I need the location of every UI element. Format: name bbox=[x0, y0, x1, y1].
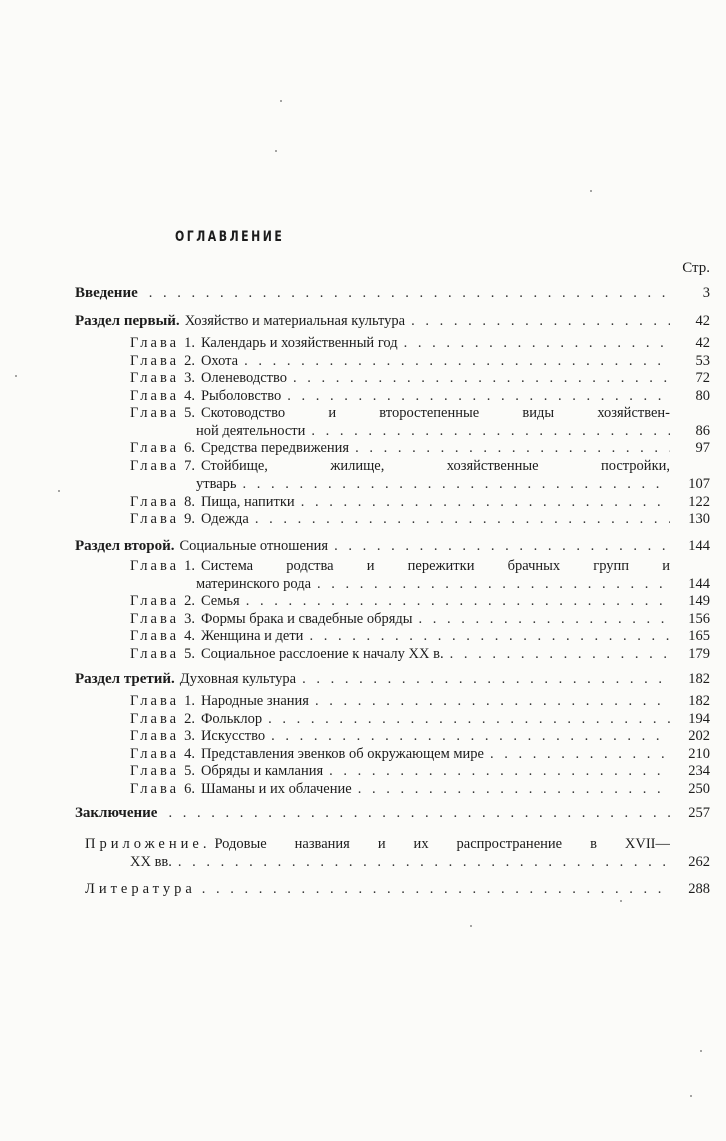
dot-leader bbox=[295, 494, 670, 510]
chapter-number: 1. bbox=[184, 335, 195, 351]
dot-leader bbox=[323, 763, 670, 779]
scan-speck bbox=[58, 490, 60, 492]
page-number: 156 bbox=[688, 611, 710, 627]
chapter-title: Формы брака и свадебные обряды bbox=[200, 611, 413, 627]
chapter-label: Глава bbox=[130, 646, 180, 662]
entry-label: Литература bbox=[85, 881, 196, 897]
chapter-label: Глава bbox=[130, 511, 180, 527]
page-number: 130 bbox=[688, 511, 710, 527]
page-number: 107 bbox=[688, 476, 710, 492]
chapter-entry bbox=[130, 370, 670, 386]
chapter-number: 4. bbox=[184, 746, 195, 762]
chapter-number: 5. bbox=[184, 763, 195, 779]
chapter-label: Глава bbox=[130, 370, 180, 386]
chapter-title: Семья bbox=[200, 593, 240, 609]
chapter-title: Фольклор bbox=[200, 711, 263, 727]
chapter-title: Пища, напитки bbox=[200, 494, 295, 510]
chapter-number: 4. bbox=[184, 628, 195, 644]
dot-leader bbox=[413, 611, 671, 627]
chapter-number: 2. bbox=[184, 711, 195, 727]
chapter-title: Социальное расслоение к началу XX в. bbox=[200, 646, 444, 662]
chapter-entry bbox=[130, 711, 670, 727]
chapter-number: 9. bbox=[184, 511, 195, 527]
page-number: 149 bbox=[688, 593, 710, 609]
chapter-title: Календарь и хозяйственный год bbox=[200, 335, 398, 351]
page-number: 72 bbox=[695, 370, 710, 386]
chapter-entry bbox=[130, 611, 670, 627]
chapter-number: 5. bbox=[184, 646, 195, 662]
chapter-title: Шаманы и их облачение bbox=[200, 781, 352, 797]
dot-leader bbox=[484, 746, 670, 762]
section-title: Хозяйство и материальная культура bbox=[184, 313, 406, 329]
appendix-title: Родовые названия и их распространение в XVII— bbox=[214, 836, 670, 852]
chapter-title: Народные знания bbox=[200, 693, 309, 709]
page-number: 80 bbox=[695, 388, 710, 404]
chapter-title: Обряды и камлания bbox=[200, 763, 324, 779]
toc-entry-intro bbox=[75, 285, 670, 301]
page-number: 257 bbox=[688, 805, 710, 821]
chapter-label: Глава bbox=[130, 353, 180, 369]
page-number: 42 bbox=[695, 313, 710, 329]
chapter-title: Средства передвижения bbox=[200, 440, 350, 456]
page-number: 144 bbox=[688, 538, 710, 554]
page-number: 202 bbox=[688, 728, 710, 744]
chapter-entry bbox=[130, 353, 670, 369]
chapter-label: Глава bbox=[130, 405, 180, 421]
page-number: 182 bbox=[688, 671, 710, 687]
chapter-entry bbox=[130, 746, 670, 762]
dot-leader bbox=[265, 728, 670, 744]
dot-leader bbox=[262, 711, 670, 727]
chapter-title: Одежда bbox=[200, 511, 249, 527]
chapter-number: 3. bbox=[184, 728, 195, 744]
dot-leader bbox=[349, 440, 670, 456]
page-column-label: Стр. bbox=[682, 260, 710, 276]
toc-heading: ОГЛАВЛЕНИЕ bbox=[175, 229, 285, 245]
section-label: Раздел третий. bbox=[75, 671, 175, 687]
chapter-entry bbox=[130, 405, 670, 421]
dot-leader bbox=[444, 646, 670, 662]
scan-speck bbox=[690, 1095, 692, 1097]
chapter-entry bbox=[130, 781, 670, 797]
chapter-title: Система родства и пережитки брачных групп и bbox=[200, 558, 670, 574]
toc-entry-literature bbox=[85, 881, 670, 897]
dot-leader bbox=[328, 538, 670, 554]
scan-speck bbox=[590, 190, 592, 192]
page-number: 288 bbox=[688, 881, 710, 897]
chapter-entry bbox=[130, 558, 670, 574]
page-number: 122 bbox=[688, 494, 710, 510]
appendix-title: XX вв. bbox=[130, 854, 172, 870]
chapter-entry bbox=[130, 511, 670, 527]
section-label: Раздел первый. bbox=[75, 313, 180, 329]
page-number: 250 bbox=[688, 781, 710, 797]
page-number: 42 bbox=[695, 335, 710, 351]
page-number: 234 bbox=[688, 763, 710, 779]
dot-leader bbox=[296, 671, 670, 687]
dot-leader bbox=[172, 854, 670, 870]
scan-speck bbox=[275, 150, 277, 152]
chapter-title: Представления эвенков об окружающем мире bbox=[200, 746, 484, 762]
chapter-number: 2. bbox=[184, 353, 195, 369]
chapter-number: 5. bbox=[184, 405, 195, 421]
chapter-title-line bbox=[196, 423, 670, 439]
chapter-entry bbox=[130, 388, 670, 404]
page-number: 210 bbox=[688, 746, 710, 762]
entry-label: Введение bbox=[75, 285, 138, 301]
dot-leader bbox=[143, 285, 670, 301]
dot-leader bbox=[249, 511, 670, 527]
dot-leader bbox=[240, 593, 670, 609]
chapter-number: 7. bbox=[184, 458, 195, 474]
chapter-label: Глава bbox=[130, 763, 180, 779]
chapter-number: 6. bbox=[184, 781, 195, 797]
toc-entry-appendix bbox=[85, 836, 670, 852]
chapter-number: 1. bbox=[184, 693, 195, 709]
toc-section bbox=[75, 671, 670, 687]
chapter-label: Глава bbox=[130, 781, 180, 797]
dot-leader bbox=[237, 476, 670, 492]
chapter-entry bbox=[130, 763, 670, 779]
dot-leader bbox=[398, 335, 670, 351]
chapter-title: Рыболовство bbox=[200, 388, 282, 404]
dot-leader bbox=[311, 576, 670, 592]
chapter-label: Глава bbox=[130, 728, 180, 744]
chapter-label: Глава bbox=[130, 628, 180, 644]
chapter-number: 2. bbox=[184, 593, 195, 609]
page-number: 182 bbox=[688, 693, 710, 709]
section-title: Духовная культура bbox=[179, 671, 297, 687]
chapter-number: 8. bbox=[184, 494, 195, 510]
toc-entry-appendix-cont bbox=[130, 854, 670, 870]
chapter-title: Оленеводство bbox=[200, 370, 288, 386]
chapter-label: Глава bbox=[130, 693, 180, 709]
toc-section bbox=[75, 313, 670, 329]
chapter-entry bbox=[130, 693, 670, 709]
chapter-entry bbox=[130, 728, 670, 744]
page-number: 86 bbox=[695, 423, 710, 439]
section-title: Социальные отношения bbox=[179, 538, 329, 554]
scan-speck bbox=[620, 900, 622, 902]
scan-speck bbox=[470, 925, 472, 927]
chapter-entry bbox=[130, 593, 670, 609]
chapter-label: Глава bbox=[130, 440, 180, 456]
dot-leader bbox=[305, 423, 670, 439]
chapter-number: 1. bbox=[184, 558, 195, 574]
scan-speck bbox=[700, 1050, 702, 1052]
page-number: 53 bbox=[695, 353, 710, 369]
chapter-title: Искусство bbox=[200, 728, 266, 744]
chapter-title: материнского рода bbox=[196, 576, 312, 592]
chapter-label: Глава bbox=[130, 593, 180, 609]
chapter-entry bbox=[130, 494, 670, 510]
dot-leader bbox=[303, 628, 670, 644]
scan-speck bbox=[280, 100, 282, 102]
chapter-title-line bbox=[196, 576, 670, 592]
chapter-label: Глава bbox=[130, 494, 180, 510]
scan-speck bbox=[15, 375, 17, 377]
chapter-label: Глава bbox=[130, 611, 180, 627]
chapter-title-line bbox=[196, 476, 670, 492]
dot-leader bbox=[162, 805, 670, 821]
page-number: 179 bbox=[688, 646, 710, 662]
chapter-title: утварь bbox=[196, 476, 237, 492]
chapter-entry bbox=[130, 646, 670, 662]
page-number: 194 bbox=[688, 711, 710, 727]
dot-leader bbox=[352, 781, 670, 797]
toc-section bbox=[75, 538, 670, 554]
chapter-label: Глава bbox=[130, 711, 180, 727]
chapter-label: Глава bbox=[130, 558, 180, 574]
page-number: 97 bbox=[695, 440, 710, 456]
chapter-label: Глава bbox=[130, 335, 180, 351]
chapter-title: ной деятельности bbox=[196, 423, 306, 439]
chapter-number: 6. bbox=[184, 440, 195, 456]
dot-leader bbox=[287, 370, 670, 386]
page-number: 144 bbox=[688, 576, 710, 592]
entry-label: Приложение. bbox=[85, 836, 211, 852]
chapter-entry bbox=[130, 335, 670, 351]
chapter-entry bbox=[130, 458, 670, 474]
section-label: Раздел второй. bbox=[75, 538, 175, 554]
chapter-number: 4. bbox=[184, 388, 195, 404]
toc-entry-conclusion bbox=[75, 805, 670, 821]
chapter-label: Глава bbox=[130, 388, 180, 404]
chapter-number: 3. bbox=[184, 370, 195, 386]
chapter-label: Глава bbox=[130, 746, 180, 762]
dot-leader bbox=[238, 353, 670, 369]
chapter-title: Стойбище, жилище, хозяйственные постройки, bbox=[200, 458, 670, 474]
page-number: 262 bbox=[688, 854, 710, 870]
chapter-entry bbox=[130, 628, 670, 644]
chapter-title: Охота bbox=[200, 353, 239, 369]
dot-leader bbox=[281, 388, 670, 404]
page-number: 165 bbox=[688, 628, 710, 644]
chapter-entry bbox=[130, 440, 670, 456]
dot-leader bbox=[309, 693, 670, 709]
chapter-title: Женщина и дети bbox=[200, 628, 304, 644]
dot-leader bbox=[405, 313, 670, 329]
entry-label: Заключение bbox=[75, 805, 158, 821]
dot-leader bbox=[196, 881, 670, 897]
chapter-number: 3. bbox=[184, 611, 195, 627]
page-number: 3 bbox=[702, 285, 710, 301]
chapter-title: Скотоводство и второстепенные виды хозяйствен- bbox=[200, 405, 670, 421]
chapter-label: Глава bbox=[130, 458, 180, 474]
